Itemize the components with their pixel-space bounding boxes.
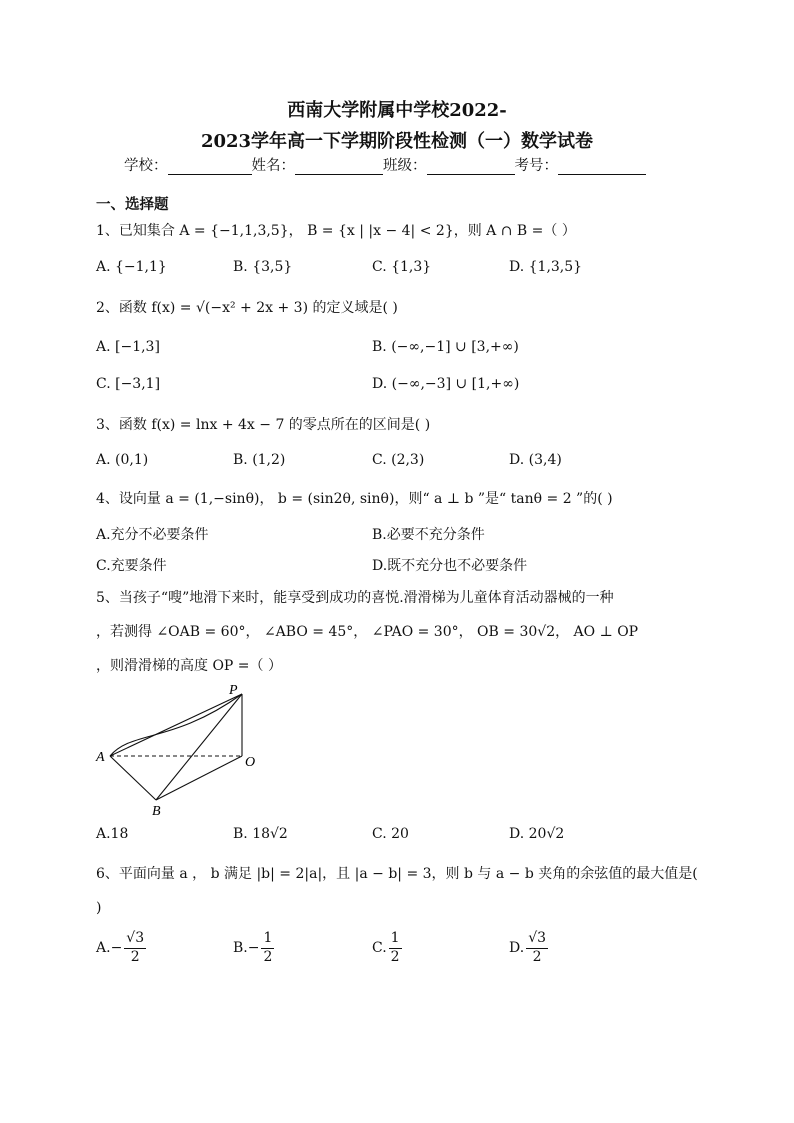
option-sign: − [247, 940, 260, 956]
section-heading: 一、选择题 [96, 196, 169, 213]
question-5-stem-line3: ，则滑滑梯的高度 OP =（ ） [96, 658, 282, 674]
option-label: A. [96, 940, 111, 956]
question-3-option-a: A. (0,1) [96, 452, 149, 468]
fraction-denominator: 2 [130, 948, 140, 965]
question-6-stem-line1: 6、平面向量 a ， b 满足 |b| = 2|a|，且 |a − b| = 3，则 b 与 a − b 夹角的余弦值的最大值是( [96, 866, 698, 882]
class-blank [427, 160, 515, 175]
fraction-numerator: √3 [526, 930, 548, 949]
question-4-stem: 4、设向量 a = (1,−sinθ)， b = (sin2θ, sinθ)，则“ a ⊥ b ”是“ tanθ = 2 ”的( ) [96, 491, 613, 507]
exam-number-label: 考号： [514, 158, 558, 174]
question-3-option-b: B. (1,2) [233, 452, 286, 468]
question-1-option-c: C. {1,3} [372, 259, 432, 275]
question-4-option-d: D.既不充分也不必要条件 [372, 558, 528, 574]
question-3-option-c: C. (2,3) [372, 452, 425, 468]
fraction-numerator: √3 [124, 930, 146, 949]
question-1-stem: 1、已知集合 A = {−1,1,3,5}， B = {x | |x − 4| < 2}，则 A ∩ B =（ ） [96, 223, 576, 239]
school-blank [168, 160, 252, 175]
option-sign: − [110, 940, 123, 956]
question-4-option-c: C.充要条件 [96, 558, 167, 574]
option-label: D. [509, 940, 525, 956]
label-o: O [245, 755, 256, 770]
exam-number-blank [558, 160, 646, 175]
question-5-stem-line1: 5、当孩子“嗖”地滑下来时，能享受到成功的喜悦.滑滑梯为儿童体育活动器械的一种 [96, 590, 614, 606]
ap-line [110, 694, 242, 756]
question-5-option-c: C. 20 [372, 826, 409, 842]
exam-title-line2: 2023学年高一下学期阶段性检测（一）数学试卷 [200, 131, 594, 152]
label-p: P [229, 683, 238, 698]
name-blank [295, 160, 383, 175]
question-6-stem-line2: ) [96, 900, 102, 916]
fraction-numerator: 1 [389, 930, 402, 949]
fraction-denominator: 2 [263, 948, 273, 965]
slide-geometry-figure [92, 680, 272, 820]
exam-title-line1: 西南大学附属中学校2022- [287, 100, 507, 121]
question-6-option-b [233, 930, 276, 966]
question-6-option-a [96, 930, 148, 966]
bo-line [156, 756, 242, 800]
question-1-option-b: B. {3,5} [233, 259, 293, 275]
question-2-option-d: D. (−∞,−3] ∪ [1,+∞) [372, 376, 520, 392]
fraction-numerator: 1 [261, 930, 274, 949]
question-3-option-d: D. (3,4) [509, 452, 562, 468]
question-5-option-b: B. 18√2 [233, 826, 288, 842]
question-1-option-d: D. {1,3,5} [509, 259, 583, 275]
student-info-row [124, 154, 646, 175]
option-label: B. [233, 940, 248, 956]
question-3-stem: 3、函数 f(x) = lnx + 4x − 7 的零点所在的区间是( ) [96, 417, 431, 433]
question-4-option-a: A.充分不必要条件 [96, 527, 209, 543]
question-1-option-a: A. {−1,1} [96, 259, 167, 275]
question-5-option-d: D. 20√2 [509, 826, 565, 842]
fraction-denominator: 2 [532, 948, 542, 965]
question-2-option-b: B. (−∞,−1] ∪ [3,+∞) [372, 339, 519, 355]
option-fraction [261, 930, 274, 966]
school-label: 学校： [124, 158, 168, 174]
ab-line [110, 756, 156, 800]
question-5-stem-line2: ，若测得 ∠OAB = 60°， ∠ABO = 45°， ∠PAO = 30°， OB = 30√2， AO ⊥ OP [96, 624, 639, 640]
name-label: 姓名： [251, 158, 295, 174]
label-a: A [96, 750, 105, 765]
option-fraction [124, 930, 146, 966]
fraction-denominator: 2 [390, 948, 400, 965]
question-2-option-c: C. [−3,1] [96, 376, 161, 392]
label-b: B [152, 804, 161, 819]
question-6-option-d [509, 930, 550, 966]
class-label: 班级： [383, 158, 427, 174]
question-2-option-a: A. [−1,3] [96, 339, 160, 355]
question-2-stem: 2、函数 f(x) = √(−x² + 2x + 3) 的定义域是( ) [96, 300, 398, 316]
question-5-option-a: A.18 [96, 826, 129, 842]
option-label: C. [372, 940, 387, 956]
option-fraction [389, 930, 402, 966]
question-4-option-b: B.必要不充分条件 [372, 527, 485, 543]
question-6-option-c [372, 930, 404, 966]
option-fraction [526, 930, 548, 966]
pb-line [156, 694, 242, 800]
